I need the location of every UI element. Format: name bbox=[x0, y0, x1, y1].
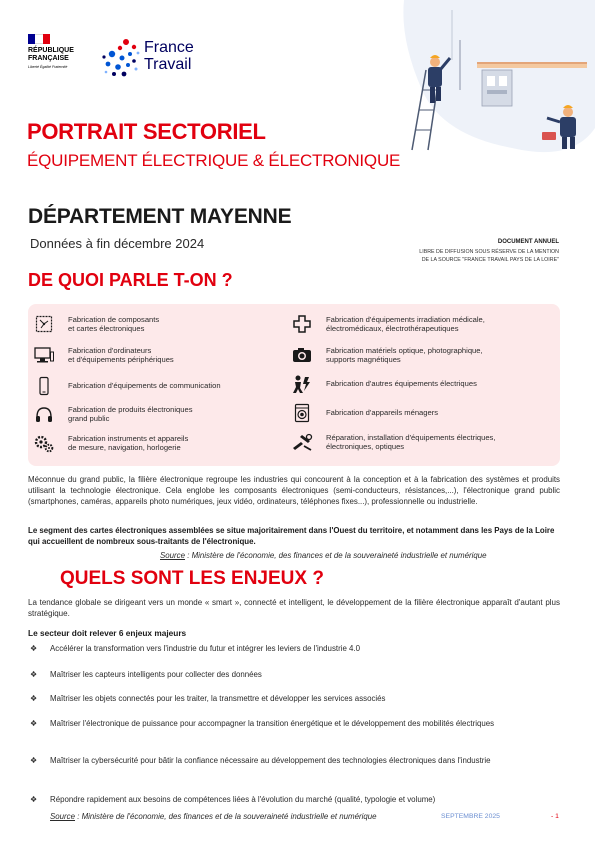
department-title: DÉPARTEMENT MAYENNE bbox=[28, 205, 292, 228]
france-travail-wordmark: France Travail bbox=[144, 39, 194, 73]
republique-francaise-logo bbox=[28, 34, 90, 69]
activity-item bbox=[290, 431, 495, 453]
challenge-text: Maîtriser la cybersécurité pour bâtir la confiance nécessaire au développement des technologies électroniques dans l'industrie bbox=[50, 756, 491, 765]
source-label: Source bbox=[50, 812, 76, 821]
activity-label: Fabrication de composants et cartes électroniques bbox=[68, 314, 160, 333]
activity-label: Fabrication d'autres équipements électriques bbox=[326, 379, 477, 389]
rf-name: RÉPUBLIQUE FRANÇAISE bbox=[28, 47, 74, 62]
source-text: : Ministère de l'économie, des finances et de la souveraineté industrielle et numérique bbox=[75, 812, 377, 821]
electrician-icon bbox=[290, 373, 314, 395]
page-subtitle: ÉQUIPEMENT ÉLECTRIQUE & ÉLECTRONIQUE bbox=[27, 151, 401, 170]
intro-paragraph: Méconnue du grand public, la filière électronique regroupe les industries qui concourent à la conception et à la fabrication des systèmes et produits utilisant la technologie électronique. Cela englobe les composants électroniques (semi-conducteurs, résistances,...), l'électronique grand public (smartphones, caméras, appareils photo numériques, jeux vidéo, ordinateurs, téléphones fixes...), professionnelle ou industrielle. bbox=[28, 475, 560, 506]
activities-box bbox=[28, 304, 560, 466]
data-date: Données à fin décembre 2024 bbox=[30, 236, 205, 251]
france-travail-dots-icon bbox=[100, 38, 144, 78]
activity-label: Fabrication instruments et appareils de mesure, navigation, horlogerie bbox=[68, 433, 189, 452]
camera-icon bbox=[290, 344, 314, 366]
medical-cross-icon bbox=[290, 313, 314, 335]
activity-item bbox=[290, 344, 483, 366]
challenge-item bbox=[30, 644, 562, 655]
challenges-heading: Le secteur doit relever 6 enjeux majeurs bbox=[28, 628, 187, 638]
challenge-item bbox=[30, 694, 562, 705]
source-label: Source bbox=[160, 551, 186, 560]
challenge-item bbox=[30, 795, 562, 806]
activity-item bbox=[290, 402, 438, 424]
activity-item bbox=[32, 344, 174, 366]
french-flag-icon bbox=[28, 34, 50, 44]
document-type: DOCUMENT ANNUEL bbox=[497, 239, 559, 245]
source-note bbox=[160, 551, 487, 560]
activity-label: Fabrication de produits électroniques grand public bbox=[68, 404, 193, 423]
activity-label: Fabrication matériels optique, photographique, supports magnétiques bbox=[326, 345, 483, 364]
challenge-text: Accélérer la transformation vers l'industrie du futur et intégrer les leviers de l'industrie 4.0 bbox=[50, 644, 361, 653]
diamond-bullet-icon: ❖ bbox=[30, 795, 38, 804]
footer-page-number: - 1 bbox=[551, 813, 559, 820]
activity-item bbox=[32, 375, 221, 397]
challenge-item bbox=[30, 670, 562, 681]
challenge-item bbox=[30, 719, 562, 730]
challenge-text: Répondre rapidement aux besoins de compétences liées à l'évolution du marché (qualité, typologie et volume) bbox=[50, 795, 436, 804]
source-note-bottom bbox=[50, 812, 377, 821]
diamond-bullet-icon: ❖ bbox=[30, 644, 38, 653]
section-heading-de-quoi: DE QUOI PARLE T-ON ? bbox=[28, 270, 233, 290]
phone-icon bbox=[32, 375, 56, 397]
activity-label: Fabrication d'appareils ménagers bbox=[326, 408, 439, 418]
headphones-icon bbox=[32, 403, 56, 425]
challenge-text: Maîtriser les capteurs intelligents pour collecter des données bbox=[50, 670, 262, 679]
distribution-note: LIBRE DE DIFFUSION SOUS RÉSERVE DE LA MENTION DE LA SOURCE "FRANCE TRAVAIL PAYS DE LA LOIRE" bbox=[419, 249, 559, 263]
computer-icon bbox=[32, 344, 56, 366]
washing-machine-icon bbox=[290, 402, 314, 424]
source-text: : Ministère de l'économie, des finances et de la souveraineté industrielle et numérique bbox=[185, 551, 487, 560]
activity-label: Réparation, installation d'équipements électriques, électroniques, optiques bbox=[326, 432, 496, 451]
diamond-bullet-icon: ❖ bbox=[30, 756, 38, 765]
footer-date: SEPTEMBRE 2025 bbox=[441, 813, 500, 820]
activity-item bbox=[32, 313, 159, 335]
activity-label: Fabrication d'ordinateurs et d'équipements périphériques bbox=[68, 345, 174, 364]
diamond-bullet-icon: ❖ bbox=[30, 670, 38, 679]
diamond-bullet-icon: ❖ bbox=[30, 694, 38, 703]
electricians-illustration bbox=[392, 0, 595, 160]
challenge-text: Maîtriser les objets connectés pour les traiter, la transmettre et développer les services associés bbox=[50, 694, 386, 703]
page-title: PORTRAIT SECTORIEL bbox=[27, 119, 266, 144]
activity-item bbox=[32, 403, 193, 425]
section-heading-enjeux: QUELS SONT LES ENJEUX ? bbox=[60, 568, 324, 589]
repair-tools-icon bbox=[290, 431, 314, 453]
gears-icon bbox=[32, 432, 56, 454]
challenge-text: Maîtriser l'électronique de puissance pour accompagner la transition énergétique et le développement des mobilités électriques bbox=[50, 719, 495, 728]
challenge-item bbox=[30, 756, 562, 767]
activity-item bbox=[290, 313, 485, 335]
activity-item bbox=[32, 432, 188, 454]
activity-item bbox=[290, 373, 477, 395]
intro-highlight: Le segment des cartes électroniques assemblées se situe majoritairement dans l'Ouest du territoire, et notamment dans les Pays de la Loire qui accueillent de nombreux sous-traitants de l'électronique. bbox=[28, 526, 555, 546]
activity-label: Fabrication d'équipements irradiation médicale, électromédicaux, électrothérapeutiques bbox=[326, 314, 485, 333]
circuit-board-icon bbox=[32, 313, 56, 335]
rf-motto: Liberté Égalité Fraternité bbox=[28, 65, 68, 69]
activity-label: Fabrication d'équipements de communication bbox=[68, 381, 221, 391]
diamond-bullet-icon: ❖ bbox=[30, 719, 38, 728]
trend-paragraph: La tendance globale se dirigeant vers un monde « smart », connecté et intelligent, le développement de la filière électronique apparaît d'autant plus stratégique. bbox=[28, 598, 560, 618]
france-travail-logo bbox=[100, 38, 230, 78]
